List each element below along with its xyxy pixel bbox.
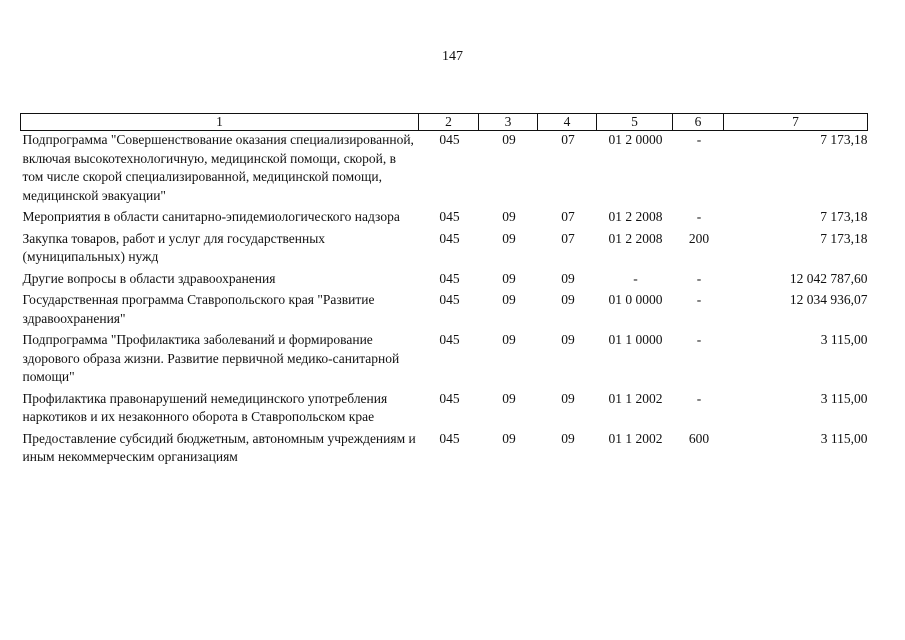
subsection-cell: 07 bbox=[561, 230, 575, 246]
table-row bbox=[21, 131, 868, 209]
table-row bbox=[21, 331, 868, 390]
column-header: 6 bbox=[673, 114, 724, 131]
page-number: 147 bbox=[442, 49, 463, 64]
expense-type-cell: - bbox=[696, 390, 702, 406]
section-cell: 09 bbox=[502, 270, 516, 286]
column-header: 5 bbox=[597, 114, 673, 131]
admin-code-cell: 045 bbox=[439, 230, 460, 246]
amount-cell: 3 115,00 bbox=[820, 332, 868, 347]
target-article-cell: 01 0 0000 bbox=[608, 292, 663, 307]
row-name-cell: Другие вопросы в области здравоохранения bbox=[22, 270, 276, 286]
row-name-cell: Государственная программа Ставропольского края "Развитие здравоохранения" bbox=[22, 292, 375, 326]
target-article-cell: 01 2 2008 bbox=[608, 209, 663, 224]
budget-table bbox=[20, 113, 868, 470]
target-article-cell: - bbox=[633, 270, 638, 286]
row-name-cell: Предоставление субсидий бюджетным, автономным учреждениям и иным некоммерческим организациям bbox=[22, 430, 416, 464]
amount-cell: 3 115,00 bbox=[820, 390, 868, 406]
expense-type-cell: - bbox=[696, 332, 702, 347]
target-article-cell: 01 1 2002 bbox=[608, 430, 663, 446]
subsection-cell: 09 bbox=[561, 292, 575, 307]
expense-type-cell: 600 bbox=[688, 430, 710, 446]
row-name-cell: Подпрограмма "Профилактика заболеваний и формирование здорового образа жизни. Развитие первичной медико-санитарной помощи" bbox=[22, 332, 400, 384]
admin-code-cell: 045 bbox=[439, 132, 460, 147]
subsection-cell: 09 bbox=[561, 390, 575, 406]
admin-code-cell: 045 bbox=[439, 390, 460, 406]
section-cell: 09 bbox=[502, 332, 516, 347]
row-name-cell: Профилактика правонарушений немедицинского употребления наркотиков и их незаконного оборота в Ставропольском крае bbox=[22, 390, 388, 424]
subsection-cell: 09 bbox=[561, 430, 575, 446]
section-cell: 09 bbox=[502, 390, 516, 406]
section-cell: 09 bbox=[502, 230, 516, 246]
admin-code-cell: 045 bbox=[439, 332, 460, 347]
table-row bbox=[21, 208, 868, 230]
column-header: 1 bbox=[21, 114, 419, 131]
subsection-cell: 07 bbox=[561, 209, 575, 224]
row-name-cell: Закупка товаров, работ и услуг для государственных (муниципальных) нужд bbox=[22, 230, 326, 264]
admin-code-cell: 045 bbox=[439, 270, 460, 286]
amount-cell: 7 173,18 bbox=[820, 230, 868, 246]
amount-cell: 7 173,18 bbox=[820, 209, 868, 224]
section-cell: 09 bbox=[502, 132, 516, 147]
table-row bbox=[21, 270, 868, 292]
expense-type-cell: - bbox=[696, 132, 702, 147]
subsection-cell: 09 bbox=[561, 270, 575, 286]
table-header-row bbox=[21, 114, 868, 131]
section-cell: 09 bbox=[502, 209, 516, 224]
column-header: 4 bbox=[538, 114, 597, 131]
target-article-cell: 01 1 0000 bbox=[608, 332, 663, 347]
admin-code-cell: 045 bbox=[439, 209, 460, 224]
column-header: 7 bbox=[724, 114, 868, 131]
amount-cell: 12 042 787,60 bbox=[789, 270, 868, 286]
table-row bbox=[21, 390, 868, 430]
amount-cell: 3 115,00 bbox=[820, 430, 868, 446]
expense-type-cell: - bbox=[696, 270, 702, 286]
expense-type-cell: - bbox=[696, 292, 702, 307]
column-header: 2 bbox=[419, 114, 479, 131]
target-article-cell: 01 2 0000 bbox=[608, 132, 663, 147]
table-row bbox=[21, 230, 868, 270]
section-cell: 09 bbox=[502, 430, 516, 446]
amount-cell: 7 173,18 bbox=[820, 132, 868, 147]
column-header: 3 bbox=[479, 114, 538, 131]
target-article-cell: 01 1 2002 bbox=[608, 390, 663, 406]
row-name-cell: Подпрограмма "Совершенствование оказания специализированной, включая высокотехнологичную, медицинской помощи, скорой, в том числе скорой специализированной, медицинской помощи, медицинской эвакуации" bbox=[22, 132, 414, 203]
section-cell: 09 bbox=[502, 292, 516, 307]
subsection-cell: 07 bbox=[561, 132, 575, 147]
subsection-cell: 09 bbox=[561, 332, 575, 347]
expense-type-cell: 200 bbox=[688, 230, 710, 246]
table-row bbox=[21, 291, 868, 331]
expense-type-cell: - bbox=[696, 209, 702, 224]
target-article-cell: 01 2 2008 bbox=[608, 230, 663, 246]
amount-cell: 12 034 936,07 bbox=[789, 292, 868, 307]
admin-code-cell: 045 bbox=[439, 292, 460, 307]
table-row bbox=[21, 430, 868, 470]
row-name-cell: Мероприятия в области санитарно-эпидемиологического надзора bbox=[22, 209, 400, 224]
admin-code-cell: 045 bbox=[439, 430, 460, 446]
